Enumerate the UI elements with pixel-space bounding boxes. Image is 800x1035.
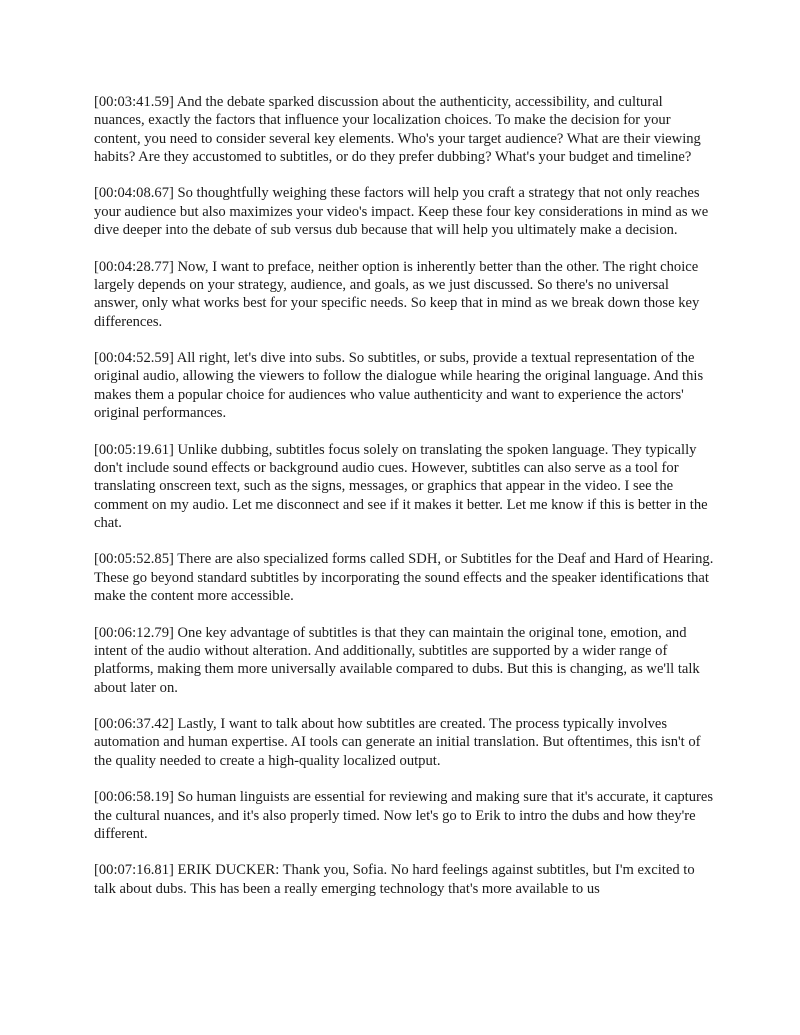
transcript-paragraph: [00:03:41.59] And the debate sparked discussion about the authenticity, accessibility, and cultural nuances, exactly the factors that influence your localization choices. To make the decision for your content, you need to consider several key elements. Who's your target audience? What are their viewing habits? Are they accustomed to subtitles, or do they prefer dubbing? What's your budget and timeline? (94, 94, 701, 165)
transcript-paragraph: [00:04:08.67] So thoughtfully weighing these factors will help you craft a strategy that not only reaches your audience but also maximizes your video's impact. Keep these four key considerations in mind as we dive deeper into the debate of sub versus dub because that will help you ultimately make a decision. (94, 185, 709, 239)
transcript-paragraph: [00:06:58.19] So human linguists are essential for reviewing and making sure that it's accurate, it captures the cultural nuances, and it's also properly timed. Now let's go to Erik to intro the dubs and how they're different. (94, 789, 714, 842)
transcript-paragraph: [00:05:19.61] Unlike dubbing, subtitles focus solely on translating the spoken language. They typically don't include sound effects or background audio cues. However, subtitles can also serve as a tool for translating onscreen text, such as the signs, messages, or graphics that appear in the video. I see the comment on my audio. Let me disconnect and see if it makes it better. Let me know if this is better in the chat. (94, 441, 708, 531)
transcript-paragraph: [00:06:12.79] One key advantage of subtitles is that they can maintain the original tone, emotion, and intent of the audio without alteration. And additionally, subtitles are supported by a wider range of platforms, making them more universally available compared to dubs. But this is changing, as we'll talk about later on. (94, 624, 700, 696)
transcript-paragraph: [00:04:52.59] All right, let's dive into subs. So subtitles, or subs, provide a textual representation of the original audio, allowing the viewers to follow the dialogue while hearing the original language. And this makes them a popular choice for audiences who value authenticity and want to experience the actors' original performances. (94, 350, 704, 422)
transcript-paragraph: [00:05:52.85] There are also specialized forms called SDH, or Subtitles for the Deaf and Hard of Hearing. These go beyond standard subtitles by incorporating the sound effects and the speaker identifications that make the content more accessible. (94, 551, 714, 605)
transcript-paragraph: [00:04:28.77] Now, I want to preface, neither option is inherently better than the other. The right choice largely depends on your strategy, audience, and goals, as we just discussed. So there's no universal answer, only what works best for your specific needs. So keep that in mind as we break down those key differences. (94, 258, 700, 330)
transcript-body (94, 93, 716, 916)
transcript-paragraph: [00:07:16.81] ERIK DUCKER: Thank you, Sofia. No hard feelings against subtitles, but I'm excited to talk about dubs. This has been a really emerging technology that's more available to us (94, 862, 695, 897)
transcript-paragraph: [00:06:37.42] Lastly, I want to talk about how subtitles are created. The process typically involves automation and human expertise. AI tools can generate an initial translation. But oftentimes, this isn't of the quality needed to create a high-quality localized output. (94, 716, 701, 769)
